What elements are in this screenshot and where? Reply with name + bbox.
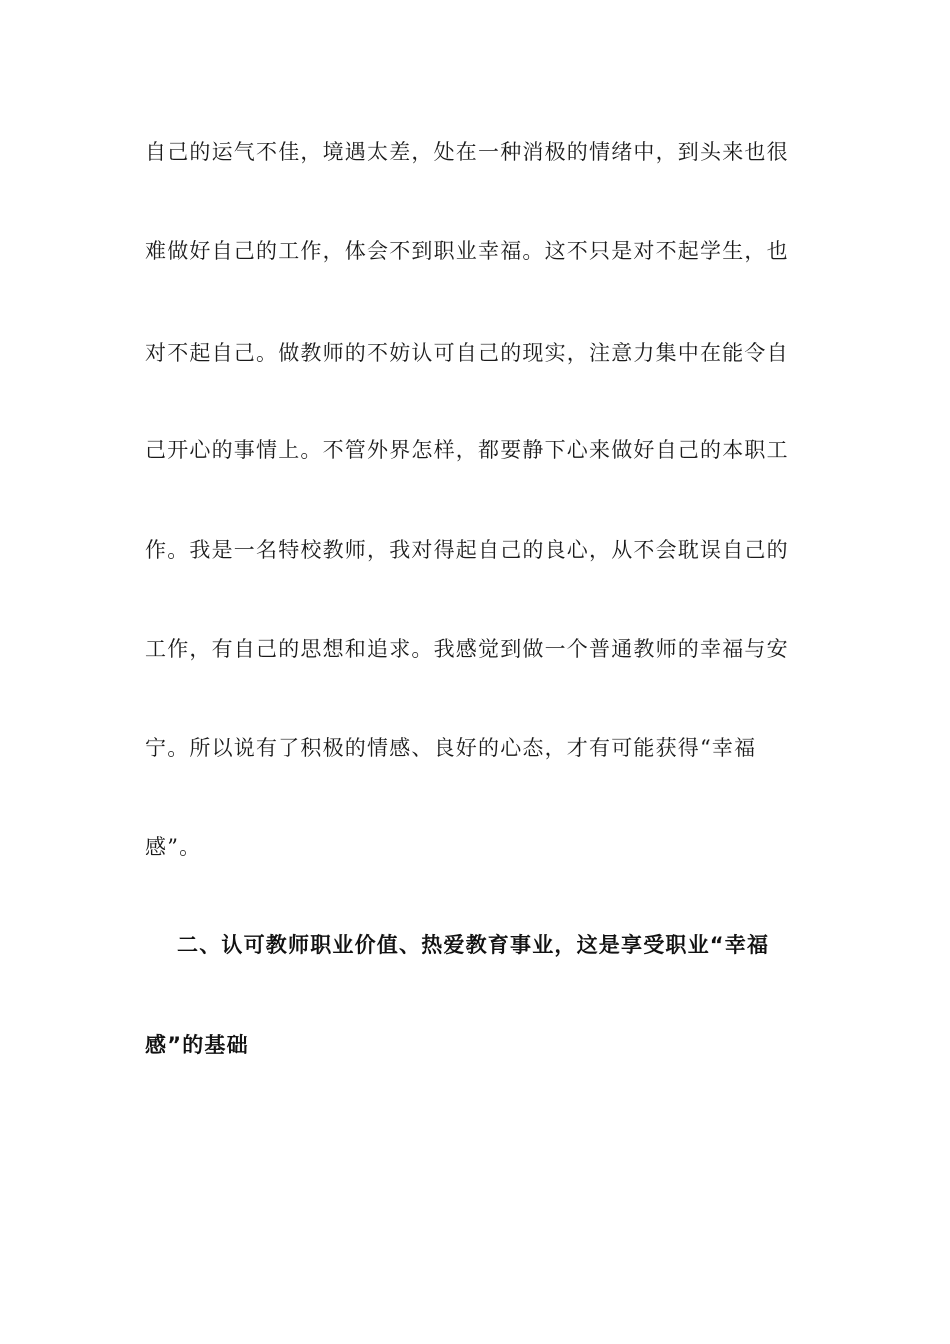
- section-heading-line-1: 二、认可教师职业价值、热爱教育事业，这是享受职业“幸福: [177, 933, 770, 957]
- body-line-3: 对不起自己。做教师的不妨认可自己的现实，注意力集中在能令自: [145, 341, 789, 365]
- body-line-5: 作。我是一名特校教师，我对得起自己的良心，从不会耽误自己的: [145, 538, 789, 562]
- section-heading-line-2: 感”的基础: [145, 1033, 249, 1057]
- body-line-6: 工作，有自己的思想和追求。我感觉到做一个普通教师的幸福与安: [145, 637, 789, 661]
- body-line-7: 宁。所以说有了积极的情感、良好的心态，才有可能获得“幸福: [145, 736, 757, 760]
- body-line-1: 自己的运气不佳，境遇太差，处在一种消极的情绪中，到头来也很: [145, 140, 789, 164]
- body-line-8: 感”。: [145, 835, 202, 859]
- body-line-4: 己开心的事情上。不管外界怎样，都要静下心来做好自己的本职工: [145, 438, 789, 462]
- body-line-2: 难做好自己的工作，体会不到职业幸福。这不只是对不起学生，也: [145, 239, 789, 263]
